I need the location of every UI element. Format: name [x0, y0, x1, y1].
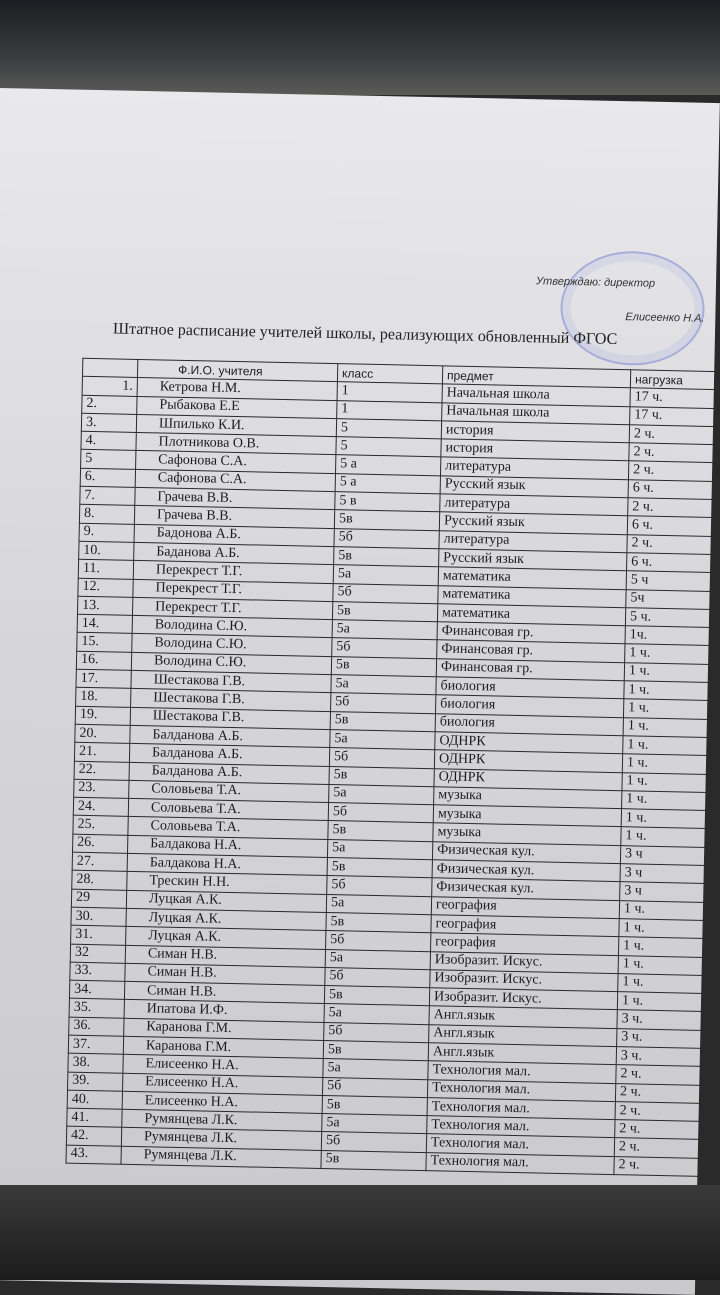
document-page	[0, 88, 720, 1295]
load-cell: 1 ч.	[623, 736, 715, 756]
load-cell: 1ч.	[625, 626, 717, 646]
subject-cell: ОДНРК	[434, 768, 622, 790]
subject-cell: Изобразит. Искус.	[430, 951, 618, 973]
load-cell: 3 ч	[620, 882, 712, 902]
row-number: 9.	[79, 523, 134, 542]
class-cell: 5 а	[336, 455, 441, 475]
row-number: 6.	[80, 468, 135, 487]
row-number: 10.	[79, 541, 134, 560]
teacher-name: Плотникова О.В.	[136, 433, 336, 455]
load-cell: 1 ч.	[624, 681, 716, 701]
row-number: 33.	[70, 962, 125, 981]
row-number: 43.	[66, 1145, 121, 1164]
teacher-name: Перекрест Т.Г.	[132, 597, 332, 619]
load-cell: 2 ч.	[616, 1065, 708, 1085]
subject-cell: география	[431, 915, 619, 937]
teacher-name: Елисеенко Н.А.	[123, 1073, 323, 1095]
row-number: 24.	[73, 797, 128, 816]
load-cell: 1 ч.	[622, 754, 714, 774]
row-number: 22.	[74, 761, 129, 780]
teacher-name: Перекрест Т.Г.	[133, 561, 333, 583]
class-cell: 5в	[323, 1040, 428, 1060]
load-cell: 1 ч.	[622, 791, 714, 811]
class-cell: 1	[337, 382, 442, 402]
class-cell: 5а	[323, 1059, 428, 1079]
document-title: Штатное расписание учителей школы, реализующих обновленный ФГОС	[112, 320, 618, 348]
header-name: Ф.И.О. учителя	[137, 359, 337, 381]
load-cell: 6 ч.	[627, 516, 719, 536]
class-cell: 5б	[322, 1077, 427, 1097]
load-cell: 5ч	[626, 589, 718, 609]
load-cell: 2 ч.	[627, 534, 719, 554]
subject-cell: Технология мал.	[427, 1079, 615, 1101]
subject-cell: биология	[436, 677, 624, 699]
row-number: 15.	[77, 633, 132, 652]
subject-cell: Технология мал.	[428, 1061, 616, 1083]
row-number: 5	[81, 450, 136, 469]
row-number: 37.	[68, 1035, 123, 1054]
teacher-name: Соловьева Т.А.	[128, 817, 328, 839]
class-cell: 5а	[329, 784, 434, 804]
class-cell: 5б	[325, 967, 430, 987]
teacher-name: Каранова Г.М.	[123, 1036, 323, 1058]
load-cell: 5 ч.	[625, 608, 717, 628]
teacher-name: Луцкая А.К.	[126, 927, 326, 949]
teacher-name: Сафонова С.А.	[136, 451, 336, 473]
subject-cell: Русский язык	[440, 476, 628, 498]
subject-cell: Финансовая гр.	[437, 640, 625, 662]
row-number: 3.	[81, 413, 136, 432]
load-cell: 1 ч.	[619, 919, 711, 939]
class-cell: 5б	[331, 693, 436, 713]
row-number: 1.	[82, 377, 137, 396]
load-cell: 6 ч.	[628, 480, 720, 500]
row-number: 4.	[81, 431, 136, 450]
load-cell: 1 ч.	[618, 955, 710, 975]
class-cell: 5	[336, 419, 441, 439]
subject-cell: ОДНРК	[435, 732, 623, 754]
subject-cell: музыка	[434, 787, 622, 809]
row-number: 27.	[72, 852, 127, 871]
row-number: 41.	[67, 1108, 122, 1127]
teacher-name: Грачева В.В.	[135, 487, 335, 509]
approval-signatory: Елисеенко Н.А.	[625, 311, 705, 325]
row-number: 42.	[66, 1127, 121, 1146]
background-top	[0, 0, 720, 95]
load-cell: 5 ч	[626, 571, 718, 591]
subject-cell: Изобразит. Искус.	[430, 969, 618, 991]
class-cell: 5б	[329, 748, 434, 768]
teacher-name: Грачева В.В.	[134, 506, 334, 528]
class-cell: 5б	[333, 583, 438, 603]
class-cell: 5б	[328, 803, 433, 823]
class-cell: 5а	[324, 1004, 429, 1024]
class-cell: 5а	[322, 1114, 427, 1134]
load-cell: 2 ч.	[614, 1138, 706, 1158]
teacher-name: Каранова Г.М.	[124, 1018, 324, 1040]
row-number: 30.	[71, 907, 126, 926]
load-cell: 3 ч.	[617, 1028, 709, 1048]
teacher-name: Елисеенко Н.А.	[123, 1055, 323, 1077]
row-number: 25.	[73, 816, 128, 835]
row-number: 14.	[77, 614, 132, 633]
subject-cell: математика	[438, 585, 626, 607]
class-cell: 5а	[330, 729, 435, 749]
approval-line: Утверждаю: директор	[535, 275, 656, 290]
teacher-name: Балдакова Н.А.	[127, 853, 327, 875]
row-number: 8.	[79, 505, 134, 524]
teacher-name: Елисеенко Н.А.	[122, 1091, 322, 1113]
class-cell: 5а	[331, 675, 436, 695]
subject-cell: Технология мал.	[427, 1098, 615, 1120]
load-cell: 3 ч.	[617, 1010, 709, 1030]
subject-cell: история	[441, 439, 629, 461]
subject-cell: география	[431, 933, 619, 955]
teacher-name: Рыбакова Е.Е	[137, 396, 337, 418]
class-cell: 5б	[327, 876, 432, 896]
load-cell: 1 ч.	[622, 772, 714, 792]
subject-cell: ОДНРК	[434, 750, 622, 772]
teacher-name: Румянцева Л.К.	[122, 1109, 322, 1131]
teacher-name: Баданова А.Б.	[134, 542, 334, 564]
subject-cell: литература	[439, 530, 627, 552]
row-number: 32	[70, 944, 125, 963]
class-cell: 5б	[334, 528, 439, 548]
subject-cell: Русский язык	[439, 512, 627, 534]
teacher-name: Ипатова И.Ф.	[124, 1000, 324, 1022]
class-cell: 5а	[325, 949, 430, 969]
teacher-name: Симан Н.В.	[125, 963, 325, 985]
subject-cell: музыка	[433, 805, 621, 827]
subject-cell: Технология мал.	[426, 1152, 614, 1174]
row-number: 7.	[80, 486, 135, 505]
class-cell: 5в	[326, 912, 431, 932]
teacher-name: Балданова А.Б.	[129, 744, 329, 766]
subject-cell: Физическая кул.	[432, 860, 620, 882]
teacher-name: Румянцева Л.К.	[121, 1146, 321, 1168]
subject-cell: Начальная школа	[442, 384, 630, 406]
row-number: 31.	[71, 925, 126, 944]
subject-cell: Русский язык	[439, 549, 627, 571]
row-number: 34.	[69, 980, 124, 999]
load-cell: 3 ч	[620, 845, 712, 865]
subject-cell: математика	[437, 604, 625, 626]
load-cell: 1 ч.	[618, 937, 710, 957]
load-cell: 2 ч.	[629, 425, 720, 445]
subject-cell: Англ.язык	[428, 1043, 616, 1065]
row-number: 28.	[72, 870, 127, 889]
row-number: 17.	[76, 669, 131, 688]
class-cell: 5в	[334, 547, 439, 567]
subject-cell: история	[441, 421, 629, 443]
class-cell: 5в	[332, 601, 437, 621]
row-number: 38.	[68, 1053, 123, 1072]
class-cell: 5а	[327, 839, 432, 859]
class-cell: 5а	[332, 620, 437, 640]
header-class: класс	[337, 364, 442, 384]
load-cell: 3 ч	[620, 864, 712, 884]
teacher-name: Шестакова Г.В.	[131, 689, 331, 711]
row-number: 26.	[73, 834, 128, 853]
load-cell: 1 ч.	[619, 900, 711, 920]
teacher-name: Симан Н.В.	[125, 945, 325, 967]
row-number: 20.	[75, 724, 130, 743]
header-load: нагрузка	[630, 370, 720, 390]
teacher-name: Луцкая А.К.	[126, 908, 326, 930]
teacher-name: Балдакова Н.А.	[127, 835, 327, 857]
teacher-name: Шпилько К.И.	[136, 414, 336, 436]
subject-cell: Финансовая гр.	[436, 659, 624, 681]
load-cell: 17 ч.	[630, 388, 720, 408]
seal-stamp	[559, 250, 705, 367]
class-cell: 5 в	[335, 492, 440, 512]
class-cell: 5в	[328, 821, 433, 841]
row-number: 16.	[76, 651, 131, 670]
subject-cell: Финансовая гр.	[437, 622, 625, 644]
teacher-name: Бадонова А.Б.	[134, 524, 334, 546]
load-cell: 1 ч.	[617, 992, 709, 1012]
class-cell: 5в	[330, 711, 435, 731]
teacher-name: Трескин Н.Н.	[127, 872, 327, 894]
class-cell: 5б	[326, 931, 431, 951]
class-cell: 5б	[321, 1132, 426, 1152]
class-cell: 5в	[329, 766, 434, 786]
row-number: 21.	[74, 742, 129, 761]
class-cell: 5в	[334, 510, 439, 530]
background-bottom	[0, 1185, 720, 1280]
teacher-name: Румянцева Л.К.	[121, 1128, 321, 1150]
header-num	[82, 358, 137, 377]
subject-cell: Англ.язык	[429, 1024, 617, 1046]
teacher-name: Соловьева Т.А.	[128, 798, 328, 820]
load-cell: 1 ч.	[623, 699, 715, 719]
load-cell: 1 ч.	[621, 827, 713, 847]
load-cell: 2 ч.	[628, 498, 720, 518]
subject-cell: биология	[435, 713, 623, 735]
row-number: 35.	[69, 999, 124, 1018]
teacher-name: Шестакова Г.В.	[131, 670, 331, 692]
class-cell: 5а	[333, 565, 438, 585]
subject-cell: Англ.язык	[429, 1006, 617, 1028]
class-cell: 5в	[321, 1150, 426, 1170]
class-cell: 5а	[326, 894, 431, 914]
load-cell: 3 ч.	[616, 1047, 708, 1067]
load-cell: 1 ч.	[625, 644, 717, 664]
class-cell: 5	[336, 437, 441, 457]
teacher-name: Володина С.Ю.	[132, 634, 332, 656]
row-number: 12.	[78, 578, 133, 597]
row-number: 39.	[68, 1072, 123, 1091]
subject-cell: Технология мал.	[427, 1116, 615, 1138]
subject-cell: география	[431, 896, 619, 918]
row-number: 19.	[75, 706, 130, 725]
load-cell: 1 ч.	[618, 973, 710, 993]
subject-cell: Изобразит. Искус.	[429, 988, 617, 1010]
load-cell: 2 ч.	[615, 1101, 707, 1121]
class-cell: 5в	[327, 858, 432, 878]
class-cell: 5в	[324, 986, 429, 1006]
load-cell: 2 ч.	[615, 1120, 707, 1140]
row-number: 36.	[69, 1017, 124, 1036]
teacher-name: Шестакова Г.В.	[130, 707, 330, 729]
subject-cell: литература	[440, 457, 628, 479]
load-cell: 1 ч.	[624, 662, 716, 682]
row-number: 18.	[76, 688, 131, 707]
load-cell: 2 ч.	[615, 1083, 707, 1103]
subject-cell: литература	[440, 494, 628, 516]
class-cell: 1	[337, 400, 442, 420]
teacher-name: Володина С.Ю.	[131, 652, 331, 674]
header-subject: предмет	[442, 366, 630, 388]
staff-table	[65, 358, 720, 1177]
row-number: 29	[71, 889, 126, 908]
load-cell: 1 ч.	[621, 809, 713, 829]
row-number: 40.	[67, 1090, 122, 1109]
teacher-name: Симан Н.В.	[124, 981, 324, 1003]
row-number: 2.	[82, 395, 137, 414]
subject-cell: музыка	[433, 823, 621, 845]
teacher-name: Перекрест Т.Г.	[133, 579, 333, 601]
teacher-name: Сафонова С.А.	[135, 469, 335, 491]
class-cell: 5 а	[335, 473, 440, 493]
class-cell: 5б	[324, 1022, 429, 1042]
subject-cell: Начальная школа	[442, 402, 630, 424]
teacher-name: Володина С.Ю.	[132, 616, 332, 638]
row-number: 23.	[74, 779, 129, 798]
teacher-name: Балданова А.Б.	[129, 762, 329, 784]
subject-cell: Технология мал.	[426, 1134, 614, 1156]
row-number: 13.	[77, 596, 132, 615]
class-cell: 5в	[322, 1095, 427, 1115]
subject-cell: Физическая кул.	[432, 878, 620, 900]
teacher-name: Кетрова Н.М.	[137, 378, 337, 400]
load-cell: 17 ч.	[630, 406, 720, 426]
teacher-name: Луцкая А.К.	[126, 890, 326, 912]
load-cell: 1 ч.	[623, 717, 715, 737]
teacher-name: Балданова А.Б.	[130, 725, 330, 747]
load-cell: 2 ч.	[628, 461, 720, 481]
load-cell: 2 ч.	[614, 1156, 706, 1176]
subject-cell: математика	[438, 567, 626, 589]
class-cell: 5б	[332, 638, 437, 658]
subject-cell: Физическая кул.	[432, 841, 620, 863]
teacher-name: Соловьева Т.А.	[129, 780, 329, 802]
subject-cell: биология	[435, 695, 623, 717]
row-number: 11.	[78, 560, 133, 579]
class-cell: 5в	[331, 656, 436, 676]
load-cell: 6 ч.	[627, 553, 719, 573]
load-cell: 2 ч.	[629, 443, 720, 463]
